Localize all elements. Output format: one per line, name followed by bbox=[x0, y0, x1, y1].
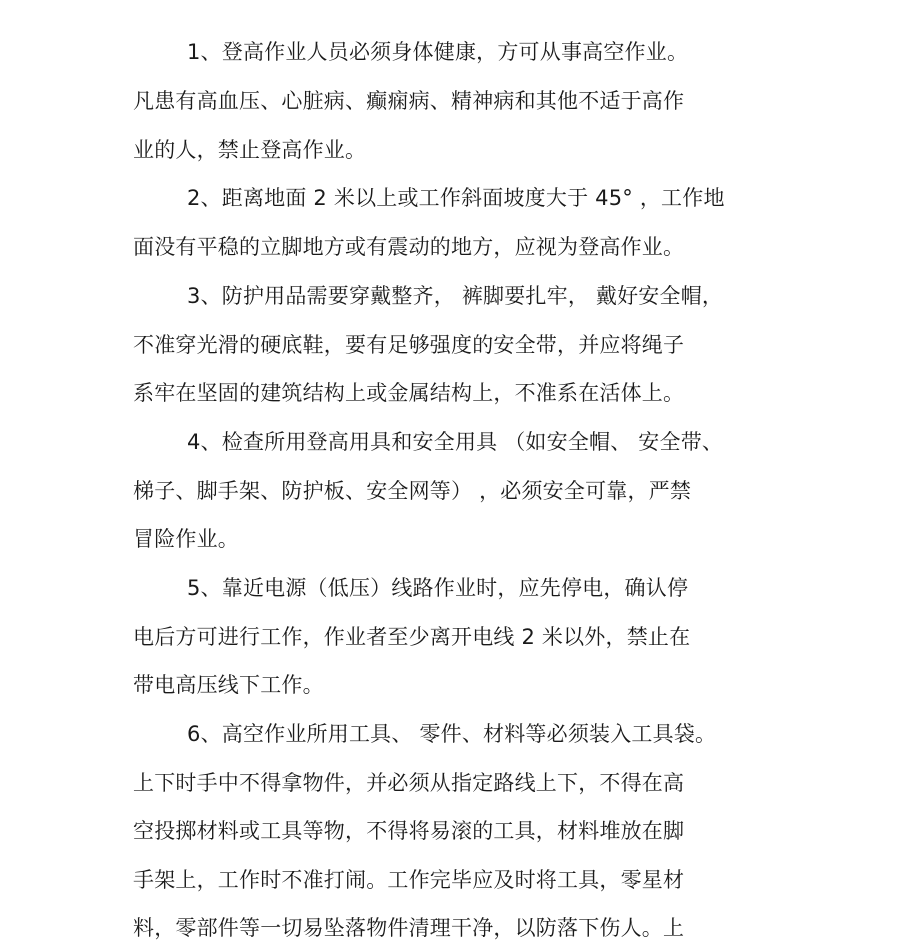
paragraph-3-line-3: 系牢在坚固的建筑结构上或金属结构上，不准系在活体上。 bbox=[133, 381, 685, 405]
paragraph-5-line-3: 带电高压线下工作。 bbox=[133, 673, 324, 697]
paragraph-2-line-1: 2、距离地面 2 米以上或工作斜面坡度大于 45° ，工作地 bbox=[187, 186, 725, 210]
paragraph-4-line-1: 4、检查所用登高用具和安全用具 （如安全帽、 安全带、 bbox=[187, 430, 724, 454]
paragraph-2-line-2: 面没有平稳的立脚地方或有震动的地方，应视为登高作业。 bbox=[133, 235, 685, 259]
paragraph-6-line-1: 6、高空作业所用工具、 零件、材料等必须装入工具袋。 bbox=[187, 722, 717, 746]
paragraph-5-line-2: 电后方可进行工作，作业者至少离开电线 2 米以外，禁止在 bbox=[133, 625, 691, 649]
paragraph-3-line-1: 3、防护用品需要穿戴整齐， 裤脚要扎牢， 戴好安全帽， bbox=[187, 284, 724, 308]
paragraph-1-line-3: 业的人，禁止登高作业。 bbox=[133, 138, 367, 162]
paragraph-5-line-1: 5、靠近电源（低压）线路作业时，应先停电，确认停 bbox=[187, 576, 689, 600]
paragraph-1-line-2: 凡患有高血压、心脏病、癫痫病、精神病和其他不适于高作 bbox=[133, 89, 685, 113]
paragraph-4-line-3: 冒险作业。 bbox=[133, 527, 239, 551]
paragraph-1-line-1: 1、登高作业人员必须身体健康，方可从事高空作业。 bbox=[187, 40, 689, 64]
paragraph-4-line-2: 梯子、脚手架、防护板、安全网等） ，必须安全可靠，严禁 bbox=[133, 479, 692, 503]
paragraph-6-line-4: 手架上，工作时不准打闹。工作完毕应及时将工具，零星材 bbox=[133, 868, 685, 892]
paragraph-6-line-5: 料，零部件等一切易坠落物件清理干净，以防落下伤人。上 bbox=[133, 916, 685, 940]
paragraph-6-line-3: 空投掷材料或工具等物，不得将易滚的工具，材料堆放在脚 bbox=[133, 819, 685, 843]
paragraph-3-line-2: 不准穿光滑的硬底鞋，要有足够强度的安全带，并应将绳子 bbox=[133, 333, 685, 357]
paragraph-6-line-2: 上下时手中不得拿物件，并必须从指定路线上下，不得在高 bbox=[133, 771, 685, 795]
